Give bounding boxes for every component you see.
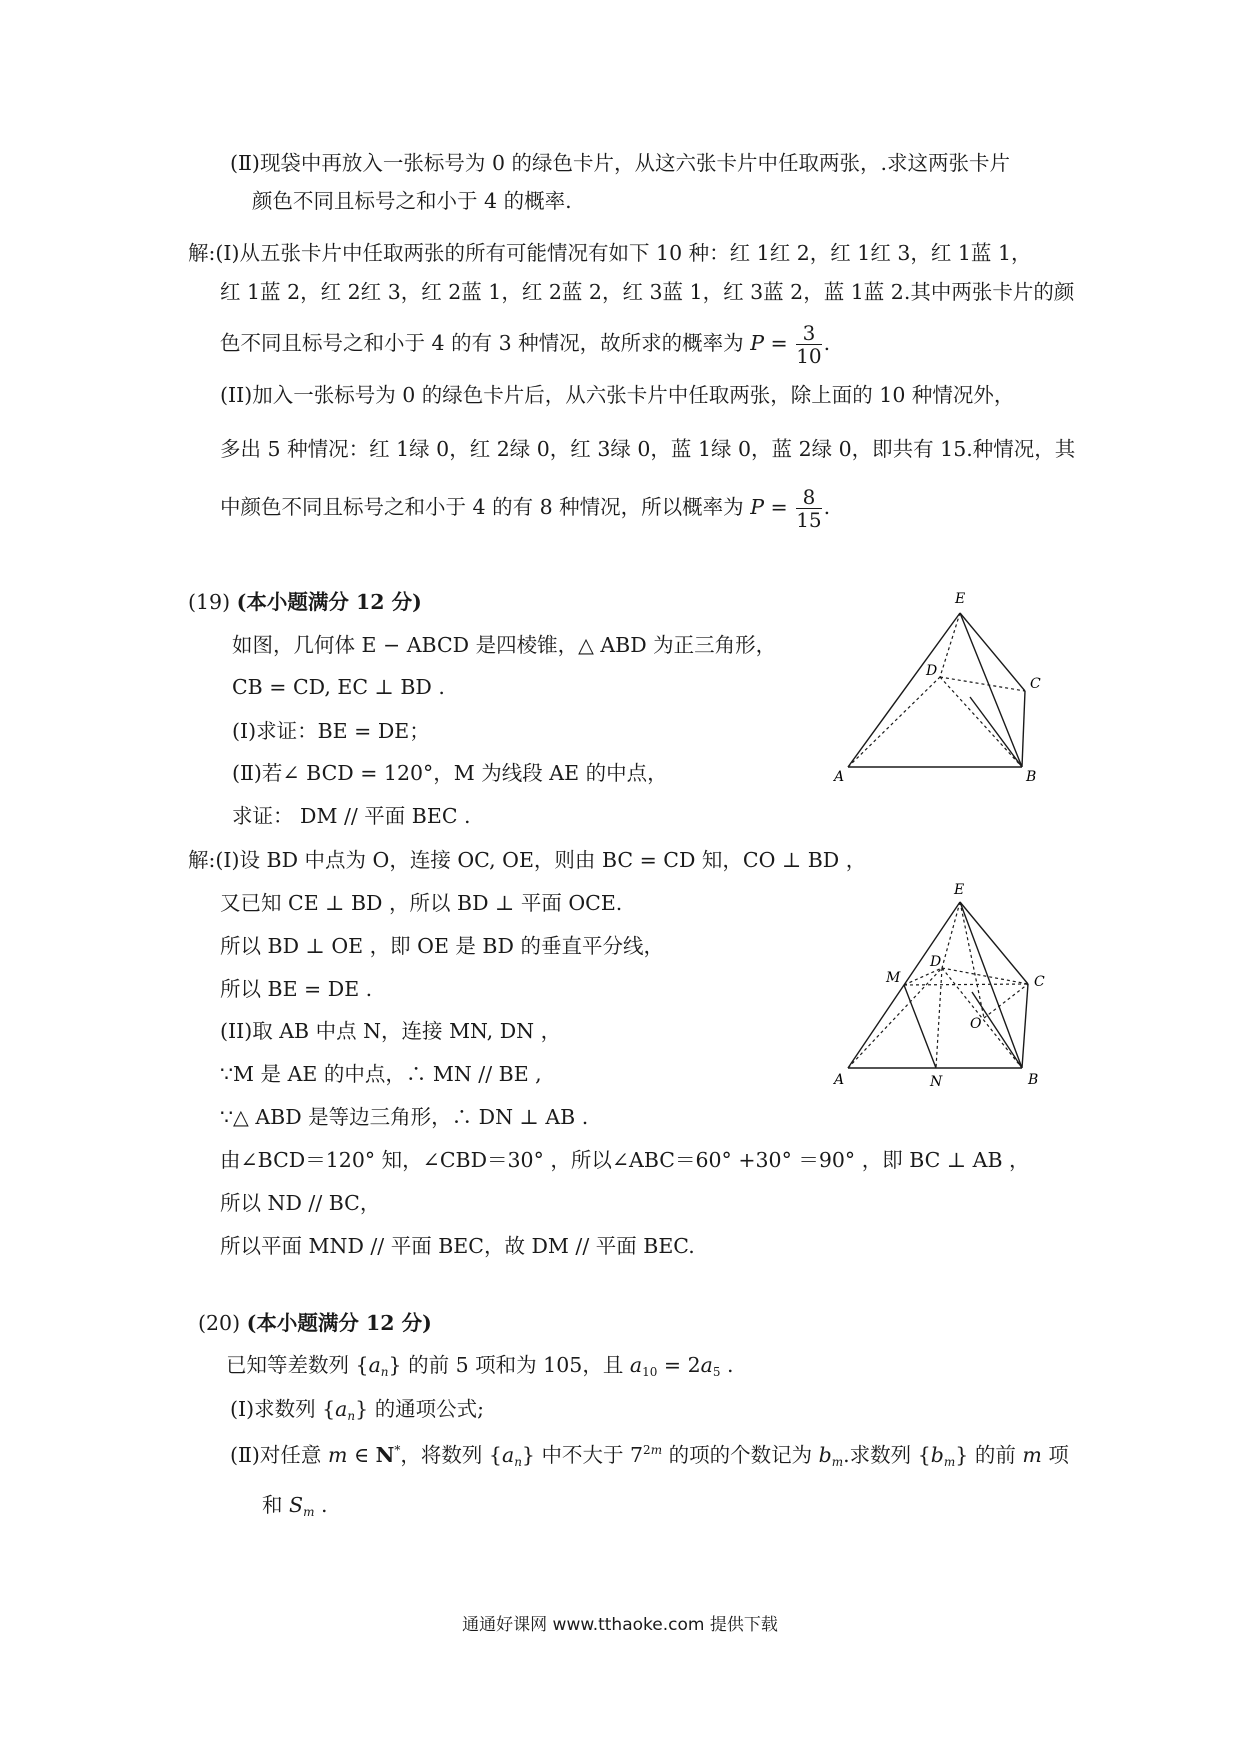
- q20-part2-text: ，将数列: [400, 1443, 483, 1467]
- pyramid-figure-solution: [820, 880, 1060, 1090]
- pyramid-figure: [820, 585, 1060, 785]
- solution-label: 解:: [188, 241, 216, 265]
- part-text: 现袋中再放入一张标号为 0 的绿色卡片，从这六张卡片中任取两张，.求这两张卡片: [259, 151, 1011, 175]
- q20-part2-text: 项: [1048, 1443, 1069, 1467]
- label-o: O: [970, 1016, 982, 1032]
- denominator: 15: [796, 508, 822, 532]
- sol19-line1: 解:(I)设 BD 中点为 O，连接 OC, OE，则由 BC = CD 知，CO ⊥ BD ，: [188, 848, 867, 872]
- sol18-line6: 中颜色不同且标号之和小于 4 的有 8 种情况，所以概率为 P = $\frac{8}{15}$ .: [220, 485, 831, 532]
- q20-part2-text: (Ⅱ)对任意: [230, 1443, 322, 1467]
- q18-part2-line2: 颜色不同且标号之和小于 4 的概率.: [252, 189, 572, 213]
- numerator: 8: [796, 486, 821, 509]
- q20-part1-text: (Ⅰ)求数列: [230, 1397, 316, 1421]
- sol18-line2: 红 1蓝 2，红 2红 3，红 2蓝 1，红 2蓝 2，红 3蓝 1，红 3蓝 2，蓝 1蓝 2.其中两张卡片的颜: [220, 280, 1075, 304]
- q20-part2-text: 和: [262, 1493, 283, 1517]
- sol18-line1: [188, 240, 1032, 266]
- label-b: B: [1028, 1072, 1039, 1088]
- q20-part2-text: .求数列: [843, 1443, 912, 1467]
- sol19-line7: ∵△ ABD 是等边三角形，∴ DN ⊥ AB .: [220, 1105, 589, 1129]
- sol19-line3: 所以 BD ⊥ OE ，即 OE 是 BD 的垂直平分线，: [220, 934, 664, 958]
- sol19-line5: (II)取 AB 中点 N，连接 MN, DN ，: [220, 1019, 562, 1043]
- sol18-line4: (II)加入一张标号为 0 的绿色卡片后，从六张卡片中任取两张，除上面的 10 种情况外，: [220, 383, 1015, 407]
- label-a: A: [834, 1072, 845, 1088]
- part-label: (Ⅱ): [230, 151, 260, 175]
- sol19-line10: 所以平面 MND // 平面 BEC，故 DM // 平面 BEC.: [220, 1234, 695, 1258]
- q20-stem-text: 的前 5 项和为 105，且: [408, 1353, 624, 1377]
- label-d: D: [930, 954, 942, 970]
- sol18-text: 色不同且标号之和小于 4 的有 3 种情况，故所求的概率为: [220, 331, 744, 355]
- sol18-text: 中颜色不同且标号之和小于 4 的有 8 种情况，所以概率为: [220, 495, 744, 519]
- q19-stem1: 如图，几何体 E − ABCD 是四棱锥，△ ABD 为正三角形，: [232, 633, 777, 657]
- sol19-line4: 所以 BE = DE .: [220, 977, 373, 1001]
- fraction-3-10: [796, 322, 821, 367]
- q19-part2b: 求证： DM // 平面 BEC .: [232, 804, 471, 828]
- label-n: N: [930, 1074, 943, 1090]
- sol18-pairs-1: 红 1红 2，红 1红 3，红 1蓝 1，: [729, 241, 1032, 265]
- sol19-line2: 又已知 CE ⊥ BD ，所以 BD ⊥ 平面 OCE.: [220, 891, 623, 915]
- label-a: A: [834, 769, 845, 785]
- q19-part1: (Ⅰ)求证：BE = DE；: [232, 719, 430, 743]
- question-points: (本小题满分 12 分): [236, 590, 422, 614]
- label-e: E: [954, 882, 965, 898]
- numerator: 3: [796, 322, 821, 345]
- label-d: D: [926, 663, 938, 679]
- question-number: (19): [188, 590, 231, 614]
- q19-stem2: CB = CD, EC ⊥ BD .: [232, 675, 445, 699]
- sol18-line3: 色不同且标号之和小于 4 的有 3 种情况，故所求的概率为 P = $\frac{3}{10}$ .: [220, 321, 831, 368]
- question-number: (20): [198, 1311, 241, 1335]
- q20-stem-text: 已知等差数列: [226, 1353, 349, 1377]
- denominator: 10: [796, 344, 822, 368]
- sol19-line6: ∵M 是 AE 的中点，∴ MN // BE ,: [220, 1062, 542, 1086]
- q20-part2-text: 中不大于: [541, 1443, 624, 1467]
- q20-part2-text: 的前: [974, 1443, 1016, 1467]
- sol19-line8: 由∠BCD＝120° 知，∠CBD＝30° ，所以∠ABC＝60° +30° ＝90° ，即 BC ⊥ AB ，: [220, 1148, 1030, 1172]
- sol18-intro: (I)从五张卡片中任取两张的所有可能情况有如下 10 种：: [215, 241, 730, 265]
- label-b: B: [1026, 769, 1037, 785]
- label-c: C: [1030, 676, 1041, 692]
- sol18-line5: 多出 5 种情况：红 1绿 0，红 2绿 0，红 3绿 0，蓝 1绿 0，蓝 2绿 0，即共有 15.种情况，其: [220, 437, 1076, 461]
- label-e: E: [955, 591, 966, 607]
- q18-part2-line1: [230, 150, 1010, 176]
- q19-header: [188, 589, 422, 615]
- label-c: C: [1034, 974, 1045, 990]
- page-footer: 通通好课网 www.tthaoke.com 提供下载: [462, 1615, 778, 1635]
- q19-part2: (Ⅱ)若∠ BCD = 120°，M 为线段 AE 的中点，: [232, 761, 668, 785]
- question-points: (本小题满分 12 分): [246, 1311, 432, 1335]
- label-m: M: [886, 970, 901, 986]
- sol19-line9: 所以 ND // BC，: [220, 1191, 381, 1215]
- q20-part2-cont: 和 $S_m$ .: [262, 1493, 328, 1519]
- q20-header: [198, 1310, 432, 1336]
- fraction-8-15: [796, 486, 821, 531]
- q20-part2: (Ⅱ)对任意 m ∈ N*，将数列 $\{a_n\}$ 中不大于 $7^{2m}$ 的项的个数记为 $b_m$.求数列 $\{b_m\}$ 的前 m 项: [230, 1443, 1069, 1469]
- q20-part1: (Ⅰ)求数列 $\{a_n\}$ 的通项公式;: [230, 1397, 485, 1423]
- q20-part2-text: 的项的个数记为: [668, 1443, 813, 1467]
- q20-stem: 已知等差数列 $\{a_n\}$ 的前 5 项和为 105，且 $a_{10} = 2a_5$ .: [226, 1353, 734, 1379]
- q20-part1-text: 的通项公式;: [374, 1397, 485, 1421]
